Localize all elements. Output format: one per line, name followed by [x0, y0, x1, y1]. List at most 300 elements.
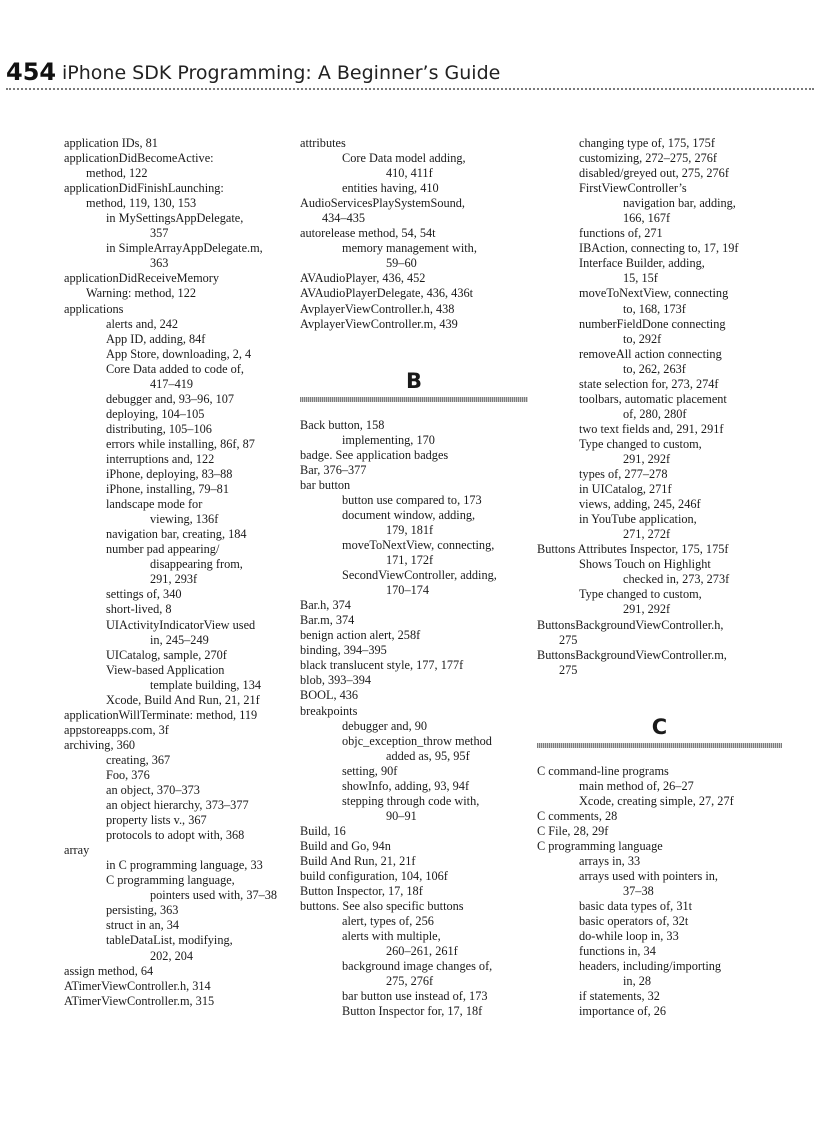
index-subentry [537, 512, 782, 542]
index-line: breakpoints [300, 703, 358, 718]
index-line: Xcode, Build And Run, 21, 21f [106, 692, 260, 707]
index-line: Warning: method, 122 [86, 286, 197, 301]
index-entry [537, 764, 782, 779]
index-line: 275 [559, 662, 578, 677]
index-line: showInfo, adding, 93, 94f [342, 778, 470, 793]
index-entry [64, 136, 289, 151]
section-heading [537, 714, 782, 748]
index-line: Type changed to custom, [579, 587, 702, 602]
index-line: applicationDidBecomeActive: [64, 151, 214, 166]
index-entry [300, 884, 528, 899]
index-subentry [64, 392, 289, 407]
index-entry [64, 708, 289, 723]
index-line: method, 119, 130, 153 [86, 196, 197, 211]
index-line: headers, including/importing [579, 959, 722, 974]
index-line: 15, 15f [623, 271, 658, 286]
page-number: 454 [6, 58, 57, 86]
section-rule [300, 397, 528, 402]
index-line: 90–91 [386, 808, 417, 823]
index-subentry [537, 989, 782, 1004]
index-entry [64, 271, 289, 301]
section-letter: C [651, 714, 668, 739]
index-line: UICatalog, sample, 270f [106, 647, 227, 662]
index-column-2 [300, 136, 528, 1019]
index-line: views, adding, 245, 246f [579, 497, 701, 512]
index-subentry [64, 693, 289, 708]
index-line: View-based Application [106, 662, 225, 677]
index-subentry [64, 332, 289, 347]
index-subentry [537, 779, 782, 794]
index-line: Type changed to custom, [579, 436, 702, 451]
index-entry [300, 613, 528, 628]
index-line: customizing, 272–275, 276f [579, 151, 717, 166]
index-entry [64, 151, 289, 181]
index-entry [300, 658, 528, 673]
index-line: to, 292f [623, 331, 662, 346]
index-line: 59–60 [386, 256, 417, 271]
index-line: C File, 28, 29f [537, 823, 609, 838]
index-subentry [64, 933, 289, 963]
index-line: setting, 90f [342, 763, 398, 778]
index-subentry [64, 527, 289, 542]
index-line: removeAll action connecting [579, 346, 722, 361]
index-subentry [64, 798, 289, 813]
index-line: main method of, 26–27 [579, 778, 694, 793]
index-subentry [300, 538, 528, 568]
index-subentry [64, 873, 289, 903]
index-line: 179, 181f [386, 522, 434, 537]
index-line: in UICatalog, 271f [579, 482, 672, 497]
index-line: functions in, 34 [579, 944, 656, 959]
index-subentry [64, 407, 289, 422]
index-subentry [537, 1004, 782, 1019]
index-line: AudioServicesPlaySystemSound, [300, 196, 465, 211]
index-line: in SimpleArrayAppDelegate.m, [106, 241, 263, 256]
index-line: FirstViewController’s [579, 181, 687, 196]
index-entry [537, 618, 782, 648]
index-entry [64, 723, 289, 738]
index-subentry [537, 256, 782, 286]
index-line: tableDataList, modifying, [106, 933, 233, 948]
index-subentry [64, 903, 289, 918]
index-line: two text fields and, 291, 291f [579, 421, 724, 436]
index-line: SecondViewController, adding, [342, 568, 497, 583]
index-line: landscape mode for [106, 497, 203, 512]
index-entry [537, 839, 782, 854]
index-entry [300, 136, 528, 151]
index-line: debugger and, 93–96, 107 [106, 391, 235, 406]
index-line: bar button [300, 477, 351, 492]
index-line: debugger and, 90 [342, 718, 428, 733]
index-line: ATimerViewController.m, 315 [64, 993, 215, 1008]
index-line: Back button, 158 [300, 417, 385, 432]
index-line: pointers used with, 37–38 [150, 888, 278, 903]
index-line: implementing, 170 [342, 432, 435, 447]
index-line: if statements, 32 [579, 989, 660, 1004]
index-subentry [64, 482, 289, 497]
index-entry [300, 704, 528, 719]
index-entry [537, 809, 782, 824]
index-line: Build and Go, 94n [300, 838, 391, 853]
index-subentry [537, 241, 782, 256]
index-line: build configuration, 104, 106f [300, 869, 448, 884]
index-line: 417–419 [150, 376, 194, 391]
index-line: iPhone, installing, 79–81 [106, 482, 229, 497]
index-subentry [64, 828, 289, 843]
index-subentry [300, 493, 528, 508]
index-subentry [300, 433, 528, 448]
index-entry [300, 628, 528, 643]
index-line: ButtonsBackgroundViewController.m, [537, 647, 727, 662]
index-line: property lists v., 367 [106, 813, 207, 828]
index-line: archiving, 360 [64, 737, 136, 752]
index-subentry [537, 899, 782, 914]
index-entry [537, 648, 782, 678]
index-subentry [64, 587, 289, 602]
index-subentry [537, 854, 782, 869]
index-subentry [64, 783, 289, 798]
index-subentry [64, 497, 289, 527]
index-line: creating, 367 [106, 752, 171, 767]
index-line: application IDs, 81 [64, 136, 158, 150]
index-line: IBAction, connecting to, 17, 19f [579, 241, 739, 256]
index-subentry [300, 959, 528, 989]
index-subentry [64, 648, 289, 663]
index-line: persisting, 363 [106, 903, 179, 918]
index-subentry [537, 317, 782, 347]
index-line: arrays in, 33 [579, 853, 641, 868]
index-line: assign method, 64 [64, 963, 154, 978]
index-line: objc_exception_throw method [342, 733, 492, 748]
index-line: method, 122 [86, 166, 148, 181]
index-subentry [537, 869, 782, 899]
index-line: UIActivityIndicatorView used [106, 617, 256, 632]
index-line: BOOL, 436 [300, 688, 359, 703]
index-subentry [64, 467, 289, 482]
index-entry [300, 854, 528, 869]
index-subentry [537, 136, 782, 151]
index-entry [300, 317, 528, 332]
index-line: 170–174 [386, 583, 430, 598]
index-entry [300, 448, 528, 463]
index-line: iPhone, deploying, 83–88 [106, 467, 233, 482]
index-subentry [300, 508, 528, 538]
index-subentry [537, 467, 782, 482]
index-subentry [537, 226, 782, 241]
index-entry [64, 738, 289, 753]
index-line: deploying, 104–105 [106, 406, 205, 421]
index-entry [300, 869, 528, 884]
index-line: alerts and, 242 [106, 316, 179, 331]
index-line: settings of, 340 [106, 587, 182, 602]
index-line: of, 280, 280f [623, 406, 687, 421]
index-subentry [300, 719, 528, 734]
index-subentry [64, 422, 289, 437]
index-subentry [537, 944, 782, 959]
index-line: in C programming language, 33 [106, 858, 263, 873]
index-column-1 [64, 136, 289, 1009]
index-line: state selection for, 273, 274f [579, 376, 719, 391]
index-line: in, 28 [623, 974, 652, 989]
index-entry [300, 196, 528, 226]
index-line: Build And Run, 21, 21f [300, 853, 416, 868]
index-line: 275 [559, 632, 578, 647]
index-line: buttons. See also specific buttons [300, 899, 464, 914]
index-line: background image changes of, [342, 959, 493, 974]
index-subentry [64, 918, 289, 933]
index-subentry [64, 602, 289, 617]
index-line: errors while installing, 86f, 87 [106, 436, 255, 451]
index-line: added as, 95, 95f [386, 748, 470, 763]
index-line: button use compared to, 173 [342, 492, 482, 507]
index-line: appstoreapps.com, 3f [64, 722, 169, 737]
index-line: Build, 16 [300, 823, 346, 838]
index-line: number pad appearing/ [106, 542, 220, 557]
index-line: types of, 277–278 [579, 467, 668, 482]
index-line: 202, 204 [150, 948, 194, 963]
index-entry [300, 673, 528, 688]
index-subentry [64, 768, 289, 783]
index-line: applications [64, 301, 124, 316]
index-line: stepping through code with, [342, 793, 480, 808]
index-line: entities having, 410 [342, 181, 439, 196]
index-subentry [300, 764, 528, 779]
index-line: black translucent style, 177, 177f [300, 658, 464, 673]
index-line: protocols to adopt with, 368 [106, 828, 245, 843]
index-line: changing type of, 175, 175f [579, 136, 715, 150]
index-entry [300, 899, 528, 914]
index-line: numberFieldDone connecting [579, 316, 726, 331]
index-line: Core Data added to code of, [106, 361, 244, 376]
index-entry [64, 964, 289, 979]
index-entry [300, 226, 528, 241]
index-line: navigation bar, creating, 184 [106, 527, 247, 542]
index-entry [64, 979, 289, 994]
index-line: 166, 167f [623, 211, 671, 226]
section-heading [300, 368, 528, 402]
index-subentry [537, 437, 782, 467]
index-line: Buttons Attributes Inspector, 175, 175f [537, 542, 729, 557]
index-line: 363 [150, 256, 169, 271]
index-entry [300, 271, 528, 286]
index-subentry [537, 794, 782, 809]
index-entry [300, 688, 528, 703]
index-line: AVAudioPlayer, 436, 452 [300, 271, 426, 286]
index-entry [64, 994, 289, 1009]
index-entry [300, 598, 528, 613]
index-subentry [64, 813, 289, 828]
index-line: in, 245–249 [150, 632, 209, 647]
index-line: Interface Builder, adding, [579, 256, 705, 271]
index-line: short-lived, 8 [106, 602, 172, 617]
index-line: applicationWillTerminate: method, 119 [64, 707, 258, 722]
index-line: bar button use instead of, 173 [342, 989, 488, 1004]
index-line: moveToNextView, connecting, [342, 537, 495, 552]
index-subentry [537, 587, 782, 617]
index-line: AvplayerViewController.h, 438 [300, 301, 455, 316]
index-subentry [300, 989, 528, 1004]
index-subentry [300, 151, 528, 181]
index-line: viewing, 136f [150, 512, 219, 527]
index-line: C programming language, [106, 873, 235, 888]
index-line: in YouTube application, [579, 512, 697, 527]
index-line: basic operators of, 32t [579, 914, 689, 929]
index-line: arrays used with pointers in, [579, 869, 718, 884]
index-entry [300, 824, 528, 839]
book-title: iPhone SDK Programming: A Beginner’s Guide [62, 62, 501, 84]
section-letter: B [405, 368, 422, 393]
index-line: applicationDidFinishLaunching: [64, 181, 224, 196]
index-line: Shows Touch on Highlight [579, 557, 711, 572]
index-subentry [537, 959, 782, 989]
index-subentry [300, 794, 528, 824]
index-line: C command-line programs [537, 763, 669, 778]
index-subentry [537, 377, 782, 392]
page-header [6, 58, 814, 90]
index-subentry [537, 166, 782, 181]
index-line: functions of, 271 [579, 226, 663, 241]
index-subentry [300, 241, 528, 271]
index-column-3 [537, 136, 782, 1019]
index-subentry [537, 497, 782, 512]
index-line: disabled/greyed out, 275, 276f [579, 166, 729, 181]
index-subentry [537, 557, 782, 587]
index-subentry [537, 914, 782, 929]
index-line: template building, 134 [150, 677, 261, 692]
index-subentry [64, 858, 289, 873]
index-subentry [64, 362, 289, 392]
index-line: do-while loop in, 33 [579, 929, 679, 944]
index-line: Xcode, creating simple, 27, 27f [579, 793, 734, 808]
index-line: badge. See application badges [300, 447, 449, 462]
index-subentry [64, 347, 289, 362]
index-line: 171, 172f [386, 553, 434, 568]
index-line: disappearing from, [150, 557, 243, 572]
index-line: alerts with multiple, [342, 929, 441, 944]
index-line: Button Inspector for, 17, 18f [342, 1004, 483, 1019]
index-line: 260–261, 261f [386, 944, 458, 959]
index-line: Bar.h, 374 [300, 598, 351, 613]
index-line: Core Data model adding, [342, 151, 466, 166]
index-entry [64, 302, 289, 317]
index-subentry [64, 753, 289, 768]
index-line: distributing, 105–106 [106, 421, 212, 436]
index-entry [300, 463, 528, 478]
index-line: 291, 293f [150, 572, 198, 587]
index-subentry [64, 211, 289, 241]
index-subentry [64, 437, 289, 452]
index-subentry [537, 347, 782, 377]
index-line: alert, types of, 256 [342, 914, 434, 929]
index-line: toolbars, automatic placement [579, 391, 727, 406]
index-subentry [537, 151, 782, 166]
index-line: Bar.m, 374 [300, 613, 355, 628]
index-entry [300, 643, 528, 658]
index-entry [300, 478, 528, 493]
index-line: in MySettingsAppDelegate, [106, 211, 244, 226]
index-line: attributes [300, 136, 346, 150]
index-line: struct in an, 34 [106, 918, 180, 933]
index-subentry [300, 1004, 528, 1019]
index-line: 275, 276f [386, 974, 434, 989]
index-subentry [300, 181, 528, 196]
index-line: benign action alert, 258f [300, 628, 421, 643]
index-subentry [300, 734, 528, 764]
index-line: checked in, 273, 273f [623, 572, 730, 587]
index-line: Button Inspector, 17, 18f [300, 884, 423, 899]
index-entry [300, 839, 528, 854]
index-subentry [64, 241, 289, 271]
index-subentry [300, 779, 528, 794]
index-line: document window, adding, [342, 507, 476, 522]
index-subentry [64, 618, 289, 648]
index-line: Foo, 376 [106, 767, 150, 782]
index-line: AvplayerViewController.m, 439 [300, 316, 458, 331]
index-entry [300, 286, 528, 301]
index-subentry [300, 929, 528, 959]
index-line: memory management with, [342, 241, 477, 256]
index-line: App ID, adding, 84f [106, 331, 206, 346]
index-line: to, 168, 173f [623, 301, 686, 316]
index-line: 291, 292f [623, 451, 671, 466]
index-line: binding, 394–395 [300, 643, 387, 658]
index-entry [64, 843, 289, 858]
index-entry [537, 824, 782, 839]
index-line: an object, 370–373 [106, 783, 200, 798]
index-entry [300, 418, 528, 433]
index-line: blob, 393–394 [300, 673, 372, 688]
index-subentry [537, 482, 782, 497]
index-entry [64, 181, 289, 211]
index-subentry [537, 929, 782, 944]
index-subentry [64, 663, 289, 693]
index-line: autorelease method, 54, 54t [300, 226, 436, 241]
section-rule [537, 743, 782, 748]
index-line: Bar, 376–377 [300, 462, 367, 477]
index-line: ATimerViewController.h, 314 [64, 978, 211, 993]
index-entry [537, 542, 782, 557]
index-line: array [64, 843, 90, 858]
index-line: navigation bar, adding, [623, 196, 736, 211]
index-line: 410, 411f [386, 166, 433, 181]
index-subentry [64, 452, 289, 467]
index-line: 357 [150, 226, 169, 241]
index-subentry [537, 392, 782, 422]
index-line: 271, 272f [623, 527, 671, 542]
index-line: AVAudioPlayerDelegate, 436, 436t [300, 286, 474, 301]
index-line: App Store, downloading, 2, 4 [106, 346, 252, 361]
index-line: importance of, 26 [579, 1004, 667, 1019]
index-subentry [64, 542, 289, 587]
index-line: 291, 292f [623, 602, 671, 617]
index-subentry [64, 317, 289, 332]
index-line: C programming language [537, 838, 663, 853]
index-line: C comments, 28 [537, 808, 618, 823]
index-line: ButtonsBackgroundViewController.h, [537, 617, 724, 632]
index-entry [300, 302, 528, 317]
index-line: 37–38 [623, 884, 654, 899]
index-subentry [300, 914, 528, 929]
index-line: moveToNextView, connecting [579, 286, 729, 301]
index-subentry [537, 181, 782, 226]
index-subentry [537, 286, 782, 316]
index-line: interruptions and, 122 [106, 451, 215, 466]
index-line: an object hierarchy, 373–377 [106, 798, 249, 813]
index-line: 434–435 [322, 211, 366, 226]
index-subentry [537, 422, 782, 437]
index-line: to, 262, 263f [623, 361, 686, 376]
index-subentry [300, 568, 528, 598]
